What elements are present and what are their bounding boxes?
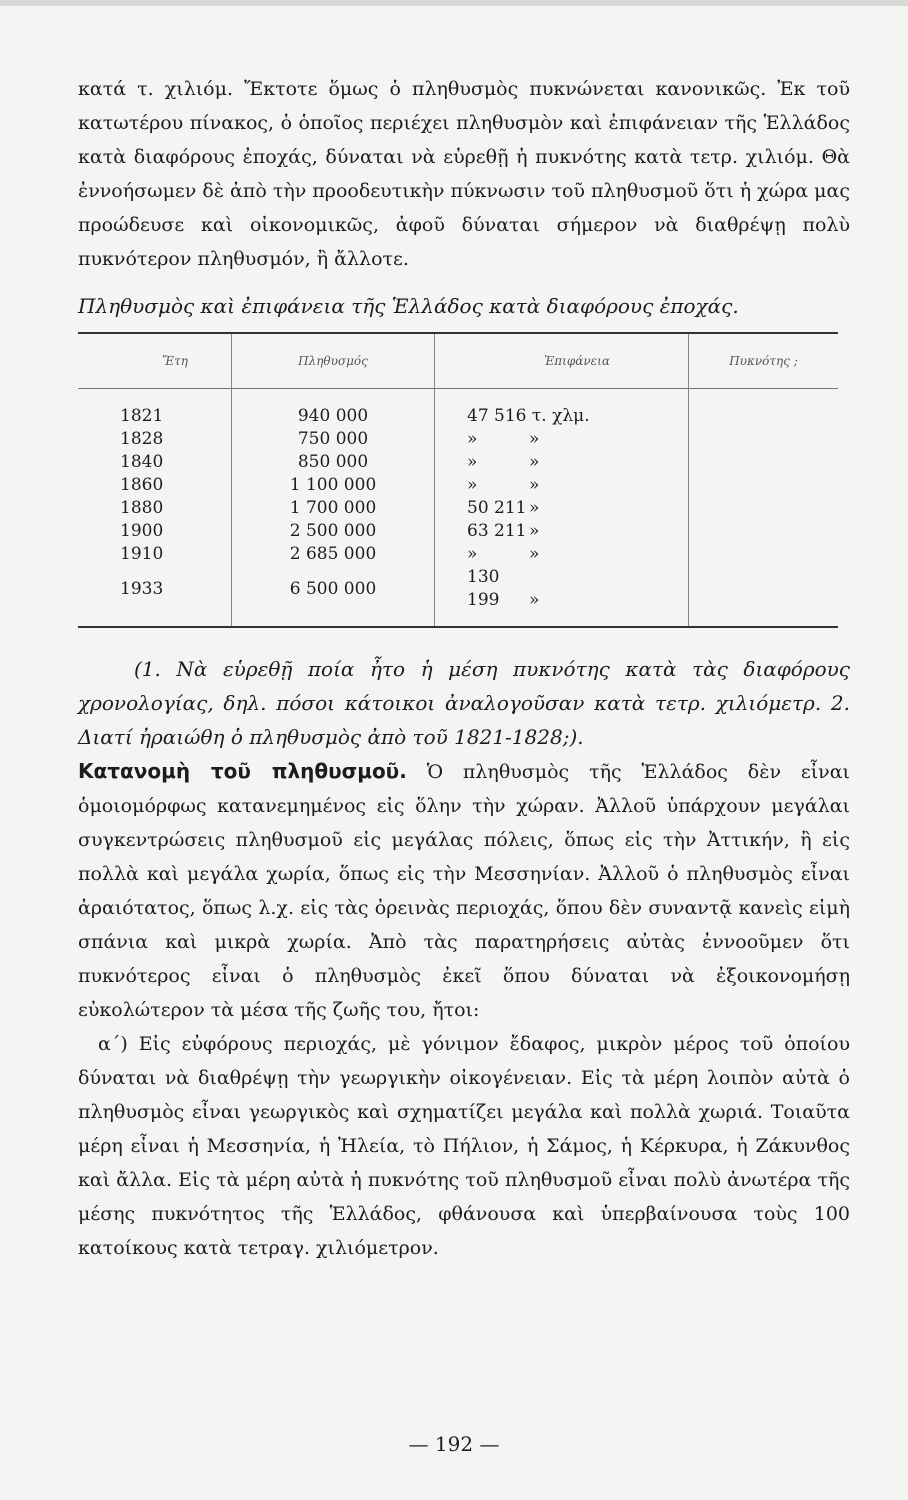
header-area: Ἐπιφάνεια xyxy=(435,333,689,389)
population-cell: 940 000 xyxy=(232,389,435,429)
population-cell: 850 000 xyxy=(232,451,435,474)
year-cell: 1933 xyxy=(78,566,232,627)
area-unit-ditto: » xyxy=(529,590,540,610)
area-value: 63 211 xyxy=(467,521,527,541)
area-cell xyxy=(435,389,689,429)
header-years: Ἔτη xyxy=(78,333,232,389)
density-cell xyxy=(689,389,839,429)
population-cell: 750 000 xyxy=(232,428,435,451)
population-cell: 2 500 000 xyxy=(232,520,435,543)
area-value: » xyxy=(467,544,478,564)
table-caption: Πληθυσμὸς καὶ ἐπιφάνεια τῆς Ἑλλάδος κατὰ διαφόρους ἐποχάς. xyxy=(78,294,739,318)
density-cell xyxy=(689,543,839,566)
area-cell xyxy=(435,474,689,497)
exercise-note: (1. Νὰ εὑρεθῇ ποία ἦτο ἡ μέση πυκνότης κατὰ τὰς διαφόρους χρονολογίας, δηλ. πόσοι κάτοικοι ἀναλογοῦσαν κατὰ τετρ. χιλιόμετρ. 2. Διατί ἠραιώθη ὁ πληθυσμὸς ἀπὸ τοῦ 1821-1828;). xyxy=(78,657,850,749)
header-population: Πληθυσμός xyxy=(232,333,435,389)
density-cell xyxy=(689,520,839,543)
year-cell: 1860 xyxy=(120,475,164,495)
point-a-paragraph: α΄) Εἰς εὐφόρους περιοχάς, μὲ γόνιμον ἔδαφος, μικρὸν μέρος τοῦ ὁποίου δύναται νὰ διαθρέψῃ τὴν γεωργικὴν οἰκογένειαν. Εἰς τὰ μέρη λοιπὸν αὐτὰ ὁ πληθυσμὸς εἶναι γεωργικὸς καὶ σχηματίζει μεγάλα καὶ πολλὰ χωριά. Τοιαῦτα μέρη εἶναι ἡ Μεσσηνία, ἡ Ἠλεία, τὸ Πήλιον, ἡ Σάμος, ἡ Κέρκυρα, ἡ Ζάκυνθος καὶ ἄλλα. Εἰς τὰ μέρη αὐτὰ ἡ πυκνότης τοῦ πληθυσμοῦ εἶναι πολὺ ἀνωτέρα τῆς μέσης πυκνότητος τῆς Ἑλλάδος, φθάνουσα καὶ ὑπερβαίνουσα τοὺς 100 κατοίκους κατὰ τετραγ. χιλιόμετρον. xyxy=(78,1033,850,1259)
area-value: » xyxy=(467,429,478,449)
population-cell: 1 100 000 xyxy=(232,474,435,497)
area-value: » xyxy=(467,452,478,472)
year-cell: 1880 xyxy=(120,498,164,518)
area-cell xyxy=(435,497,689,520)
area-cell xyxy=(435,520,689,543)
section-paragraph xyxy=(78,754,850,1027)
area-unit-ditto: » xyxy=(529,521,540,541)
area-cell xyxy=(435,543,689,566)
page-number: — 192 — xyxy=(408,1432,500,1456)
area-cell xyxy=(435,566,689,627)
area-cell xyxy=(435,428,689,451)
area-value: » xyxy=(467,475,478,495)
area-unit-ditto: » xyxy=(529,452,540,472)
table-row xyxy=(78,497,838,520)
year-cell: 1910 xyxy=(120,544,164,564)
table-row xyxy=(78,474,838,497)
density-cell xyxy=(689,451,839,474)
year-cell: 1900 xyxy=(120,521,164,541)
header-density: Πυκνότης ; xyxy=(689,333,839,389)
year-cell: 1821 xyxy=(120,406,164,426)
year-cell: 1840 xyxy=(120,452,164,472)
table-row xyxy=(78,566,838,627)
table-row xyxy=(78,428,838,451)
population-cell: 2 685 000 xyxy=(232,543,435,566)
density-cell xyxy=(689,428,839,451)
table-row xyxy=(78,389,838,429)
section-heading: Κατανομὴ τοῦ πληθυσμοῦ. xyxy=(78,759,407,783)
area-value: 130 199 xyxy=(467,567,500,610)
density-cell xyxy=(689,566,839,627)
area-unit-ditto: » xyxy=(529,475,540,495)
area-unit-ditto: » xyxy=(529,498,540,518)
table-row xyxy=(78,543,838,566)
year-cell: 1828 xyxy=(120,429,164,449)
intro-paragraph: κατά τ. χιλιόμ. Ἔκτοτε ὅμως ὁ πληθυσμὸς πυκνώνεται κανονικῶς. Ἐκ τοῦ κατωτέρου πίνακος, ὁ ὁποῖος περιέχει πληθυσμὸν καὶ ἐπιφάνειαν τῆς Ἑλλάδος κατὰ διαφόρους ἐποχάς, δύναται νὰ εὑρεθῇ ἡ πυκνότης κατὰ τετρ. χιλιόμ. Θὰ ἐννοήσωμεν δὲ ἀπὸ τὴν προοδευτικὴν πύκνωσιν τοῦ πληθυσμοῦ ὅτι ἡ χώρα μας προώδευσε καὶ οἰκονομικῶς, ἀφοῦ δύναται σήμερον νὰ διαθρέψῃ πολὺ πυκνότερον πληθυσμόν, ἢ ἄλλοτε. xyxy=(78,78,850,270)
area-cell xyxy=(435,451,689,474)
book-page xyxy=(78,72,850,1265)
area-value: 47 516 τ. χλμ. xyxy=(467,406,590,426)
population-table xyxy=(78,332,838,628)
population-cell: 1 700 000 xyxy=(232,497,435,520)
area-unit-ditto: » xyxy=(529,544,540,564)
area-value: 50 211 xyxy=(467,498,527,518)
table-row xyxy=(78,520,838,543)
table-header-row xyxy=(78,333,838,389)
area-unit-ditto: » xyxy=(529,429,540,449)
section-text: Ὁ πληθυσμὸς τῆς Ἑλλάδος δὲν εἶναι ὁμοιομόρφως κατανεμημένος εἰς ὅλην τὴν χώραν. Ἀλλοῦ ὑπάρχουν μεγάλαι συγκεντρώσεις πληθυσμοῦ εἰς μεγάλας πόλεις, ὅπως εἰς τὴν Ἀττικήν, ἢ εἰς πολλὰ καὶ μεγάλα χωρία, ὅπως εἰς τὴν Μεσσηνίαν. Ἀλλοῦ ὁ πληθυσμὸς εἶναι ἀραιότατος, ὅπως λ.χ. εἰς τὰς ὀρεινὰς περιοχάς, ὅπου δὲν συναντᾷ κανεὶς εἰμὴ σπάνια καὶ μικρὰ χωρία. Ἀπὸ τὰς παρατηρήσεις αὐτὰς ἐννοοῦμεν ὅτι πυκνότερος εἶναι ὁ πληθυσμὸς ἐκεῖ ὅπου δύναται νὰ ἐξοικονομήσῃ εὐκολώτερον τὰ μέσα τῆς ζωῆς του, ἤτοι: xyxy=(78,761,851,1021)
table-row xyxy=(78,451,838,474)
scan-edge xyxy=(0,0,908,6)
density-cell xyxy=(689,474,839,497)
density-cell xyxy=(689,497,839,520)
population-cell: 6 500 000 xyxy=(232,566,435,627)
